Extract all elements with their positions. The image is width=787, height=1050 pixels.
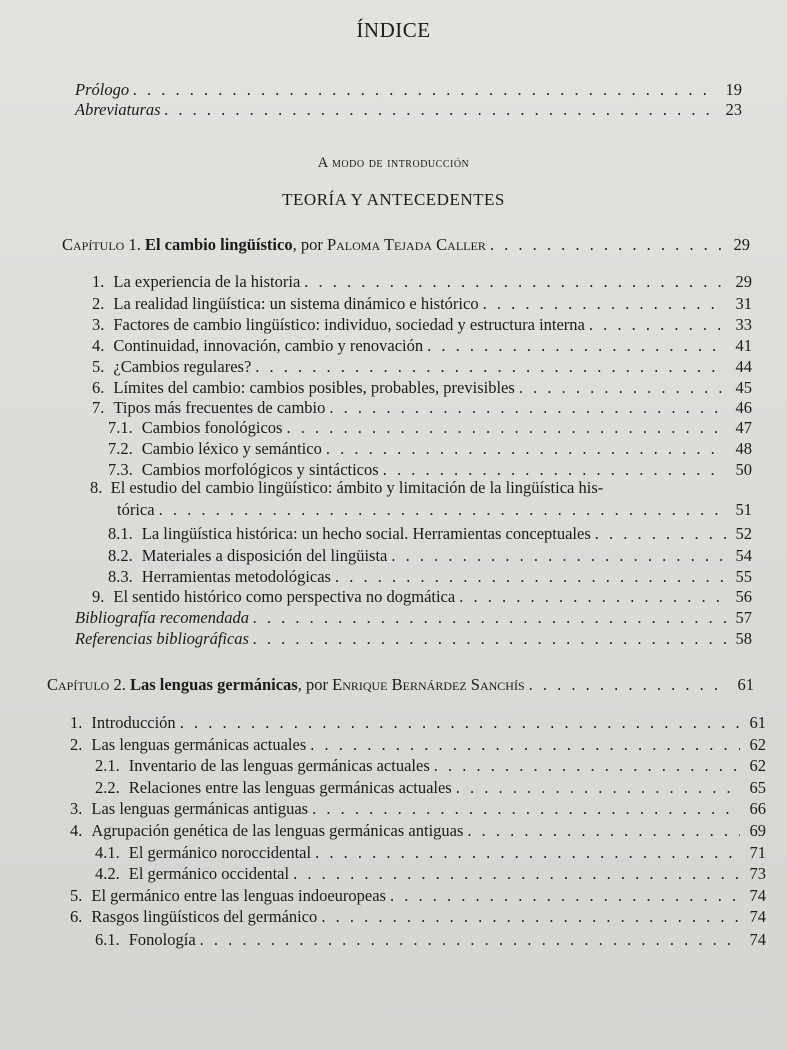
dot-leader (595, 524, 726, 544)
toc-entry[interactable] (95, 841, 766, 863)
dot-leader (293, 864, 740, 884)
entry-page: 19 (725, 80, 742, 99)
entry-num: 4.1. (95, 843, 120, 862)
entry-page: 62 (749, 735, 766, 754)
entry-label: Abreviaturas (75, 100, 161, 119)
dot-leader (434, 756, 740, 776)
entry-page: 71 (749, 843, 766, 862)
entry-num: 8.3. (108, 567, 133, 586)
dot-leader (335, 567, 726, 587)
entry-label: Bibliografía recomendada (75, 608, 249, 627)
dot-leader (490, 235, 724, 255)
toc-entry-bibliografia[interactable] (75, 606, 752, 628)
entry-label: Rasgos lingüísticos del germánico (91, 907, 318, 926)
entry-page: 52 (735, 524, 752, 543)
dot-leader (286, 418, 726, 438)
entry-page: 29 (733, 235, 750, 254)
entry-page: 73 (749, 864, 766, 883)
dot-leader (180, 713, 740, 733)
entry-num: 7.2. (108, 439, 133, 458)
toc-entry[interactable] (92, 270, 752, 292)
toc-entry-referencias[interactable] (75, 627, 752, 649)
entry-label: Inventario de las lenguas germánicas actuales (128, 756, 430, 775)
entry-num: 6. (70, 907, 83, 926)
toc-entry-abreviaturas[interactable] (75, 98, 742, 120)
chapter-title: El cambio lingüístico (144, 235, 293, 254)
entry-page: 65 (749, 778, 766, 797)
entry-label: tórica (117, 500, 155, 519)
toc-entry[interactable] (92, 292, 752, 314)
entry-num: 5. (70, 886, 83, 905)
entry-num: 3. (92, 315, 105, 334)
entry-num: 5. (92, 357, 105, 376)
entry-label: El estudio del cambio lingüístico: ámbito y limitación de la lingüística his- (110, 478, 604, 497)
entry-page: 58 (735, 629, 752, 648)
toc-entry[interactable] (95, 754, 766, 776)
dot-leader (589, 315, 726, 335)
toc-entry[interactable] (70, 884, 766, 906)
dot-leader (133, 80, 716, 100)
entry-label: Las lenguas germánicas actuales (91, 735, 307, 754)
dot-leader (391, 546, 726, 566)
toc-entry[interactable] (108, 544, 752, 566)
entry-page: 57 (735, 608, 752, 627)
dot-leader (312, 799, 740, 819)
dot-leader (427, 336, 726, 356)
chapter-by: , por (292, 235, 323, 254)
entry-label: Referencias bibliográficas (75, 629, 249, 648)
dot-leader (326, 439, 726, 459)
dot-leader (255, 357, 726, 377)
dot-leader (200, 930, 740, 950)
toc-entry-8-line1[interactable] (90, 478, 603, 498)
dot-leader (383, 460, 726, 480)
toc-entry[interactable] (92, 585, 752, 607)
chapter-author: Enrique Bernárdez Sanchís (332, 675, 525, 694)
dot-leader (159, 500, 726, 520)
entry-label: Factores de cambio lingüístico: individuo, sociedad y estructura interna (113, 315, 585, 334)
entry-label: Introducción (91, 713, 176, 732)
toc-entry[interactable] (92, 396, 752, 418)
entry-page: 69 (749, 821, 766, 840)
entry-page: 44 (735, 357, 752, 376)
toc-entry[interactable] (92, 355, 752, 377)
toc-entry[interactable] (92, 376, 752, 398)
entry-page: 61 (737, 675, 754, 694)
entry-label: El sentido histórico como perspectiva no dogmática (113, 587, 456, 606)
dot-leader (459, 587, 726, 607)
entry-page: 31 (735, 294, 752, 313)
entry-label: Cambios morfológicos y sintácticos (141, 460, 379, 479)
entry-page: 47 (735, 418, 752, 437)
toc-entry[interactable] (70, 733, 766, 755)
dot-leader (529, 675, 728, 695)
entry-page: 45 (735, 378, 752, 397)
entry-num: 4. (70, 821, 83, 840)
chapter-prefix: Capítulo 2. (47, 675, 126, 694)
entry-num: 2.2. (95, 778, 120, 797)
toc-entry[interactable] (70, 905, 766, 927)
entry-page: 54 (735, 546, 752, 565)
entry-label: La realidad lingüística: un sistema dinámico e histórico (113, 294, 479, 313)
toc-entry[interactable] (95, 776, 766, 798)
entry-label: Relaciones entre las lenguas germánicas actuales (128, 778, 452, 797)
dot-leader (304, 272, 726, 292)
entry-page: 61 (749, 713, 766, 732)
entry-label: Tipos más frecuentes de cambio (113, 398, 326, 417)
toc-entry[interactable] (95, 928, 766, 950)
toc-entry[interactable] (108, 565, 752, 587)
toc-entry[interactable] (92, 313, 752, 335)
entry-num: 4.2. (95, 864, 120, 883)
toc-entry[interactable] (108, 458, 752, 480)
dot-leader (329, 398, 726, 418)
chapter-2-entry[interactable] (47, 673, 754, 695)
entry-label: El germánico entre las lenguas indoeuropeas (91, 886, 386, 905)
entry-num: 3. (70, 799, 83, 818)
dot-leader (483, 294, 726, 314)
chapter-author: Paloma Tejada Caller (326, 235, 486, 254)
dot-leader (456, 778, 740, 798)
entry-page: 33 (735, 315, 752, 334)
toc-entry-8-line2[interactable] (117, 498, 752, 520)
toc-entry[interactable] (108, 522, 752, 544)
section-heading: TEORÍA Y ANTECEDENTES (282, 190, 505, 209)
entry-label: Herramientas metodológicas (141, 567, 331, 586)
entry-num: 7.1. (108, 418, 133, 437)
entry-num: 9. (92, 587, 105, 606)
intro-heading: A modo de introducción (317, 155, 470, 171)
entry-label: Continuidad, innovación, cambio y renovación (113, 336, 424, 355)
entry-num: 2. (70, 735, 83, 754)
entry-label: El germánico occidental (128, 864, 290, 883)
toc-entry[interactable] (108, 416, 752, 438)
entry-page: 74 (749, 907, 766, 926)
chapter-title: Las lenguas germánicas (129, 675, 298, 694)
entry-page: 41 (735, 336, 752, 355)
entry-page: 48 (735, 439, 752, 458)
entry-label: Límites del cambio: cambios posibles, probables, previsibles (113, 378, 515, 397)
entry-label: Cambio léxico y semántico (141, 439, 322, 458)
dot-leader (519, 378, 726, 398)
entry-label: La lingüística histórica: un hecho social. Herramientas conceptuales (141, 524, 591, 543)
dot-leader (467, 821, 740, 841)
dot-leader (253, 629, 726, 649)
entry-num: 6.1. (95, 930, 120, 949)
entry-page: 55 (735, 567, 752, 586)
entry-label: Prólogo (75, 80, 130, 99)
entry-page: 62 (749, 756, 766, 775)
entry-label: El germánico noroccidental (128, 843, 312, 862)
chapter-1-entry[interactable] (62, 233, 750, 255)
entry-label: Las lenguas germánicas antiguas (91, 799, 309, 818)
chapter-by: , por (297, 675, 328, 694)
entry-page: 23 (725, 100, 742, 119)
entry-label: Agrupación genética de las lenguas germánicas antiguas (91, 821, 464, 840)
toc-entry[interactable] (70, 797, 766, 819)
entry-num: 7. (92, 398, 105, 417)
entry-num: 7.3. (108, 460, 133, 479)
entry-num: 2. (92, 294, 105, 313)
dot-leader (165, 100, 716, 120)
entry-num: 1. (92, 272, 105, 291)
dot-leader (253, 608, 726, 628)
entry-num: 4. (92, 336, 105, 355)
entry-num: 2.1. (95, 756, 120, 775)
entry-label: Materiales a disposición del lingüista (141, 546, 388, 565)
entry-page: 29 (735, 272, 752, 291)
dot-leader (321, 907, 740, 927)
dot-leader (315, 843, 740, 863)
toc-entry[interactable] (108, 437, 752, 459)
dot-leader (390, 886, 740, 906)
chapter-prefix: Capítulo 1. (62, 235, 141, 254)
toc-entry[interactable] (95, 862, 766, 884)
entry-num: 6. (92, 378, 105, 397)
entry-page: 74 (749, 886, 766, 905)
entry-num: 8.2. (108, 546, 133, 565)
entry-label: Fonología (128, 930, 196, 949)
entry-num: 1. (70, 713, 83, 732)
entry-page: 46 (735, 398, 752, 417)
entry-num: 8.1. (108, 524, 133, 543)
toc-entry[interactable] (92, 334, 752, 356)
entry-label: La experiencia de la historia (113, 272, 301, 291)
dot-leader (310, 735, 740, 755)
toc-entry[interactable] (70, 819, 766, 841)
entry-label: Cambios fonológicos (141, 418, 283, 437)
entry-page: 66 (749, 799, 766, 818)
entry-label: ¿Cambios regulares? (113, 357, 252, 376)
entry-page: 56 (735, 587, 752, 606)
entry-num: 8. (90, 478, 103, 497)
toc-entry[interactable] (70, 711, 766, 733)
page-title: ÍNDICE (356, 18, 431, 42)
entry-page: 51 (735, 500, 752, 519)
entry-page: 74 (749, 930, 766, 949)
toc-entry-prologo[interactable] (75, 78, 742, 100)
entry-page: 50 (735, 460, 752, 479)
